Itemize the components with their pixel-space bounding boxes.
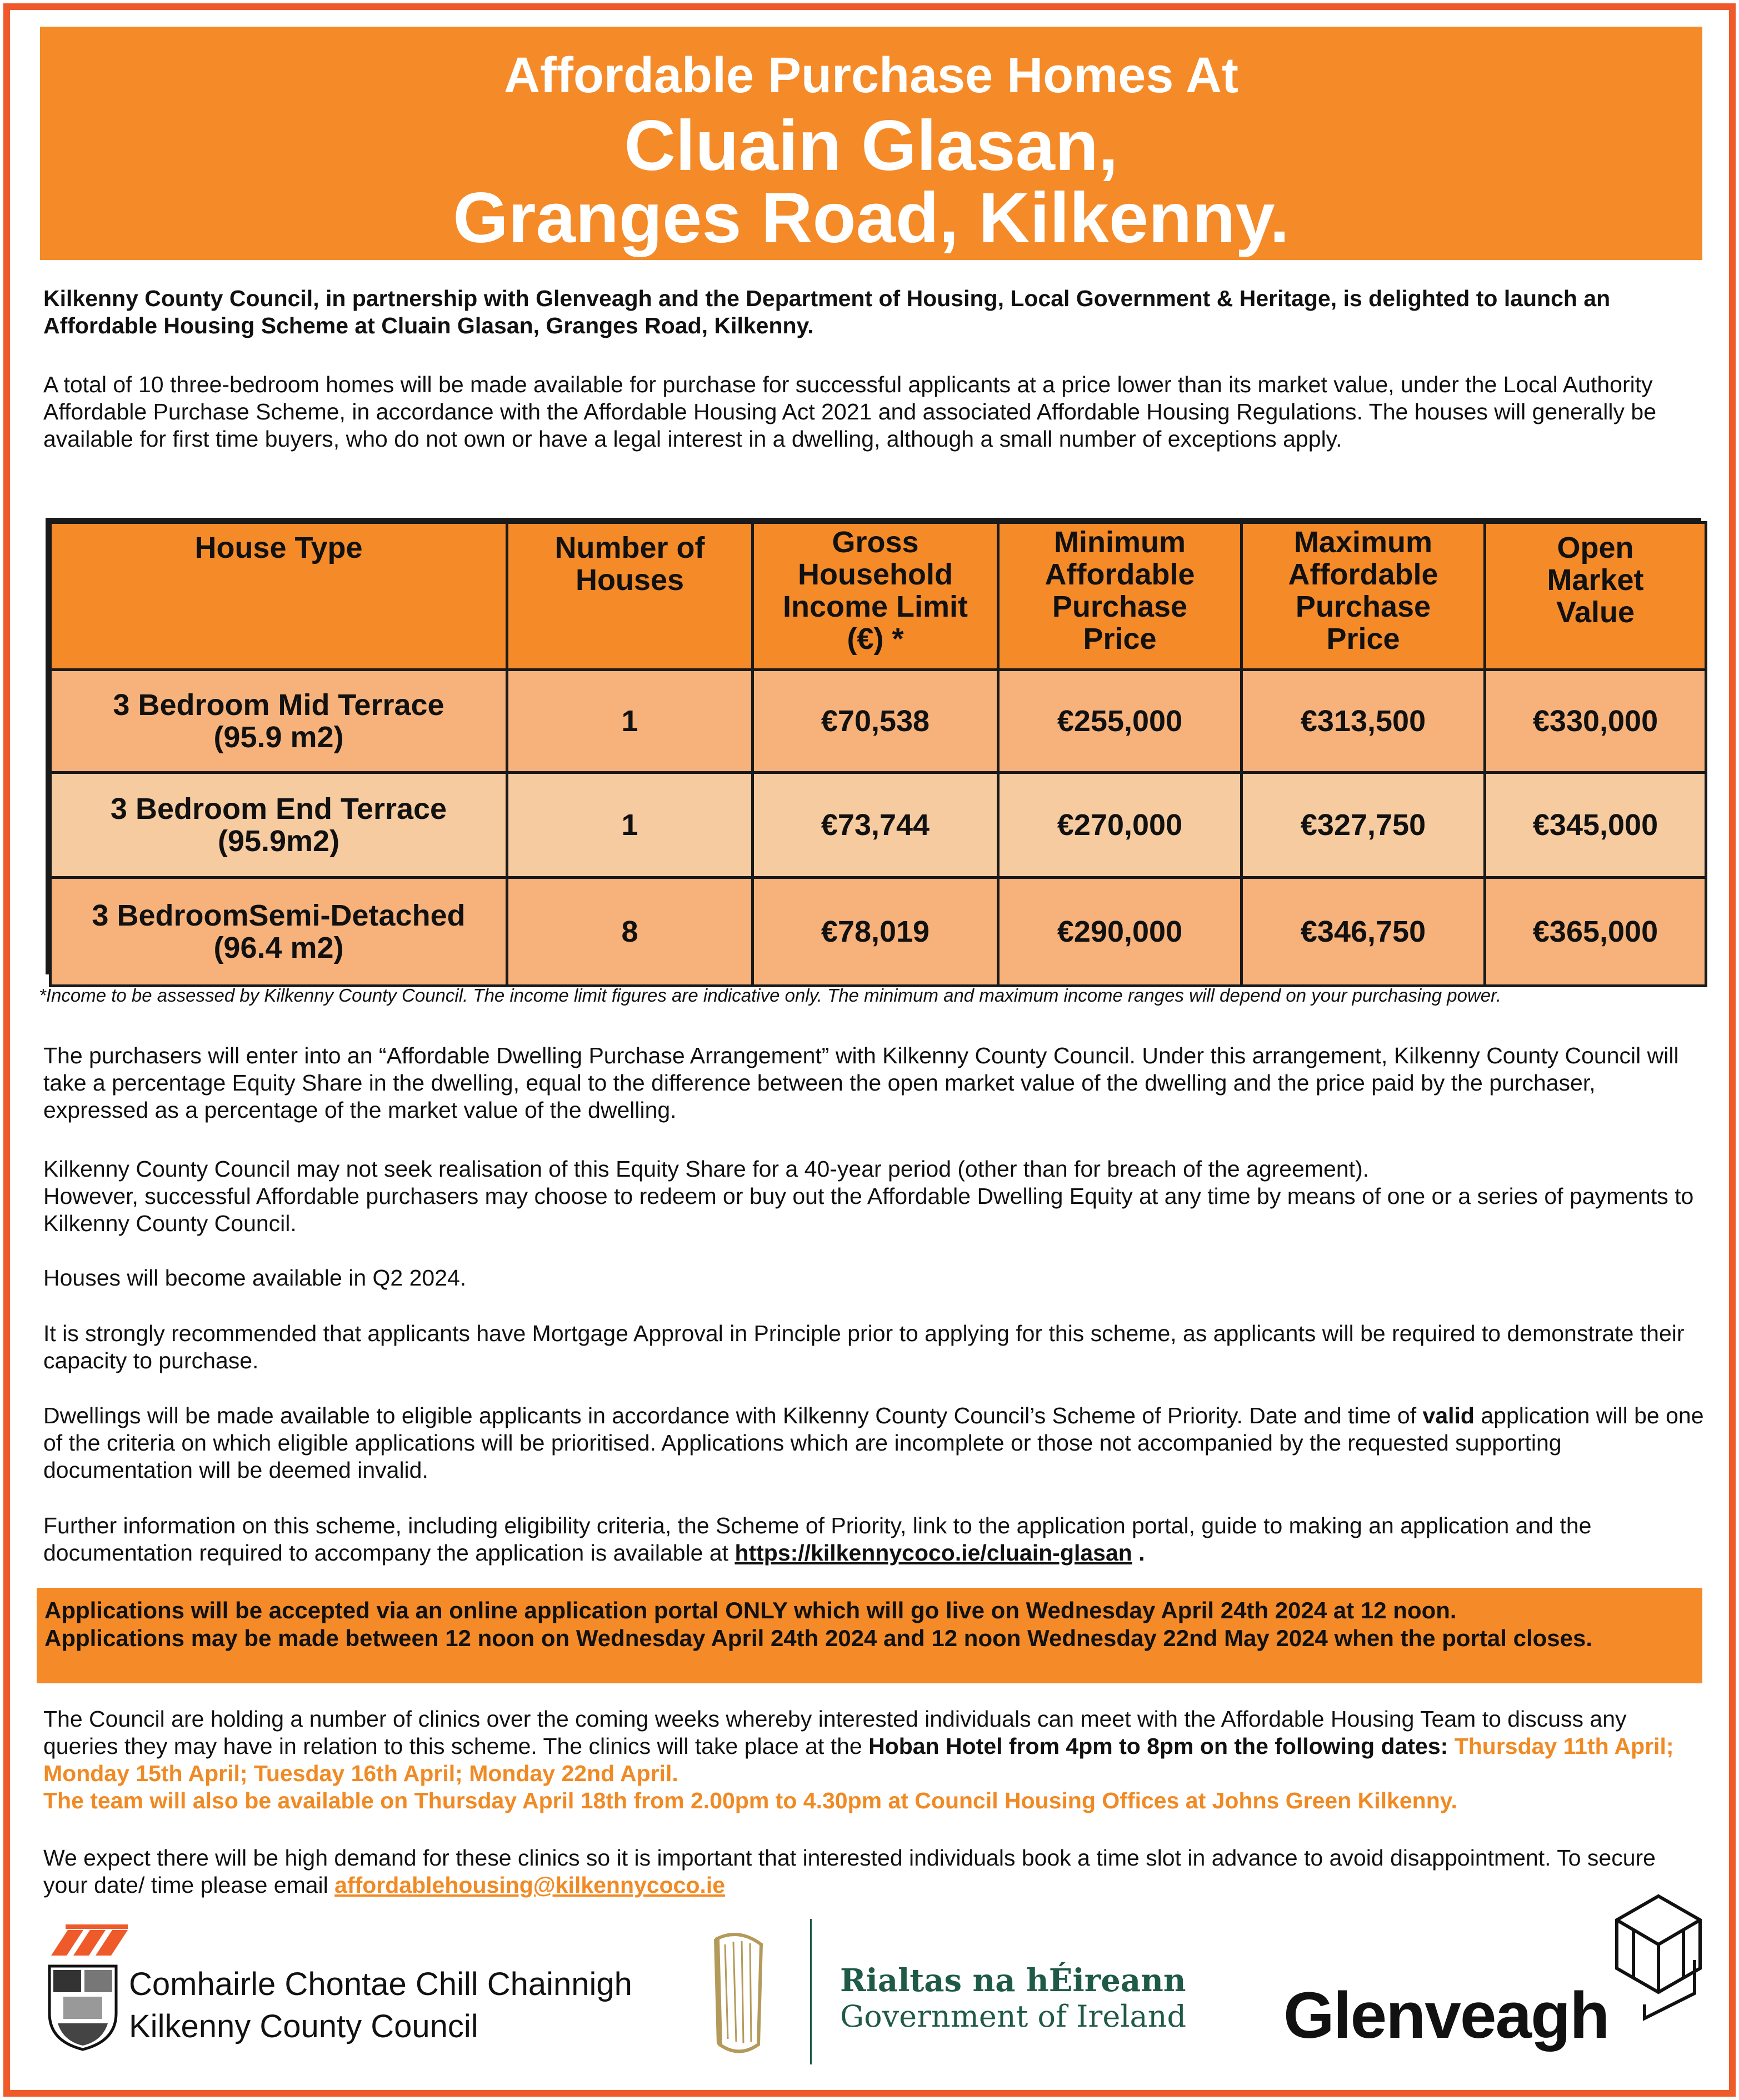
cell-number: 1 — [507, 670, 753, 773]
col-header-number: Number of Houses — [507, 523, 753, 670]
cell-number: 1 — [507, 773, 753, 878]
col-header-open-market: Open Market Value — [1485, 523, 1706, 670]
body-paragraph-equity — [43, 1156, 1705, 1237]
body-paragraph-further-info: Further information on this scheme, including eligibility criteria, the Scheme of Priority, link to the application portal, guide to making an application and the documentation required to accompany the application is available at https://kilkennycoco.ie/cluain-glasan . — [43, 1513, 1592, 1566]
table-row — [51, 878, 1706, 986]
cell-min-price: €255,000 — [998, 670, 1242, 773]
kcc-irish-name: Comhairle Chontae Chill Chainnigh — [129, 1966, 632, 2002]
government-ireland-logo — [683, 1917, 1187, 2067]
cell-number: 8 — [507, 878, 753, 986]
title-line-1: Affordable Purchase Homes At — [504, 48, 1238, 103]
body-paragraph-availability: Houses will become available in Q2 2024. — [43, 1265, 467, 1291]
cell-house-type: 3 BedroomSemi-Detached (96.4 m2) — [51, 878, 507, 986]
kcc-english-name: Kilkenny County Council — [129, 2008, 478, 2044]
cell-min-price: €290,000 — [998, 878, 1242, 986]
cell-max-price: €313,500 — [1242, 670, 1485, 773]
kcc-chevron-icon — [51, 1924, 129, 1956]
glenveagh-logo — [1278, 1893, 1717, 2071]
title-line-3: Granges Road, Kilkenny. — [453, 178, 1290, 258]
intro-paragraph: A total of 10 three-bedroom homes will be made available for purchase for successful applicants at a price lower than its market value, under the Local Authority Affordable Purchase Scheme, in accordance with the Affordable Housing Act 2021 and associated Affordable Housing Regulations. The houses will generally be available for first time buyers, who do not own or have a legal interest in a dwelling, although a small number of exceptions apply. — [43, 372, 1656, 452]
equity-line-1: Kilkenny County Council may not seek realisation of this Equity Share for a 40-year period (other than for breach of the agreement). — [43, 1156, 1370, 1182]
table-row — [51, 670, 1706, 773]
table-header-row — [51, 523, 1706, 670]
harp-icon — [706, 1928, 772, 2061]
title-banner — [40, 27, 1702, 260]
gov-english-name: Government of Ireland — [840, 1999, 1187, 2034]
body-paragraph-mortgage: It is strongly recommended that applicants have Mortgage Approval in Principle prior to applying for this scheme, as applicants will be required to demonstrate their capacity to purchase. — [43, 1321, 1685, 1373]
closing-paragraph: We expect there will be high demand for these clinics so it is important that interested individuals book a time slot in advance to avoid disappointment. To secure your date/ time please email affordablehousing@kilkennycoco.ie — [43, 1845, 1656, 1898]
table-row — [51, 773, 1706, 878]
applications-line-1: Applications will be accepted via an online application portal ONLY which will go live on Wednesday April 24th 2024 at 12 noon. — [44, 1597, 1457, 1623]
glenveagh-name: Glenveagh — [1283, 1979, 1609, 2052]
team-availability: The team will also be available on Thursday April 18th from 2.00pm to 4.30pm at Council Housing Offices at Johns Green Kilkenny. — [43, 1788, 1457, 1813]
equity-line-2: However, successful Affordable purchasers may choose to redeem or buy out the Affordable Dwelling Equity at any time by means of one or a series of payments to Kilkenny County Council. — [43, 1183, 1694, 1236]
glenveagh-cube-icon — [1611, 1893, 1706, 2021]
cell-open-market: €365,000 — [1485, 878, 1706, 986]
col-header-min-price: Minimum Affordable Purchase Price — [998, 523, 1242, 670]
body-paragraph-arrangement: The purchasers will enter into an “Affordable Dwelling Purchase Arrangement” with Kilkenny County Council. Under this arrangement, Kilkenny County Council will take a percentage Equity Share in the dwelling, equal to the difference between the open market value of the dwelling and the price paid by the purchaser, expressed as a percentage of the market value of the dwelling. — [43, 1043, 1679, 1123]
col-header-max-price: Maximum Affordable Purchase Price — [1242, 523, 1485, 670]
kcc-shield-icon — [47, 1963, 119, 2052]
kilkenny-council-logo — [46, 1921, 632, 2060]
cell-open-market: €345,000 — [1485, 773, 1706, 878]
body-paragraph-priority: Dwellings will be made available to eligible applicants in accordance with Kilkenny County Council’s Scheme of Priority. Date and time of valid application will be one of the criteria on which eligible applications will be prioritised. Applications which are incomplete or those not accompanied by the requested supporting documentation will be deemed invalid. — [43, 1403, 1704, 1483]
applications-line-2: Applications may be made between 12 noon on Wednesday April 24th 2024 and 12 noon Wednesday 22nd May 2024 when the portal closes. — [44, 1625, 1593, 1651]
cell-income: €73,744 — [753, 773, 998, 878]
price-table — [46, 518, 1701, 974]
gov-divider — [810, 1919, 812, 2064]
applications-banner — [37, 1588, 1702, 1683]
cell-open-market: €330,000 — [1485, 670, 1706, 773]
email-link[interactable]: affordablehousing@kilkennycoco.ie — [334, 1872, 726, 1898]
title-line-2: Cluain Glasan, — [624, 106, 1118, 186]
scheme-link[interactable]: https://kilkennycoco.ie/cluain-glasan — [734, 1540, 1132, 1566]
table-footnote: *Income to be assessed by Kilkenny County Council. The income limit figures are indicative only. The minimum and maximum income ranges will depend on your purchasing power. — [39, 985, 1502, 1006]
clinic-dates: Thursday 11th April; Monday 15th April; Tuesday 16th April; Monday 22nd April. — [43, 1733, 1674, 1786]
clinics-paragraph: The Council are holding a number of clinics over the coming weeks whereby interested individuals can meet with the Affordable Housing Team to discuss any queries they may have in relation to this scheme. The clinics will take place at the Hoban Hotel from 4pm to 8pm on the following dates: Thursday 11th April; Monday 15th April; Tuesday 16th April; Monday 22nd April. The team will also be available on Thursday April 18th from 2.00pm to 4.30pm at Council Housing Offices at Johns Green Kilkenny. — [43, 1706, 1705, 1814]
cell-house-type: 3 Bedroom End Terrace (95.9m2) — [51, 773, 507, 878]
cell-max-price: €327,750 — [1242, 773, 1485, 878]
col-header-house-type: House Type — [51, 523, 507, 670]
cell-house-type: 3 Bedroom Mid Terrace (95.9 m2) — [51, 670, 507, 773]
intro-bold-paragraph: Kilkenny County Council, in partnership with Glenveagh and the Department of Housing, Local Government & Heritage, is delighted to launch an Affordable Housing Scheme at Cluain Glasan, Granges Road, Kilkenny. — [43, 286, 1611, 338]
cell-income: €70,538 — [753, 670, 998, 773]
cell-income: €78,019 — [753, 878, 998, 986]
col-header-income: Gross Household Income Limit (€) * — [753, 523, 998, 670]
cell-min-price: €270,000 — [998, 773, 1242, 878]
cell-max-price: €346,750 — [1242, 878, 1485, 986]
gov-irish-name: Rialtas na hÉireann — [840, 1962, 1186, 1999]
